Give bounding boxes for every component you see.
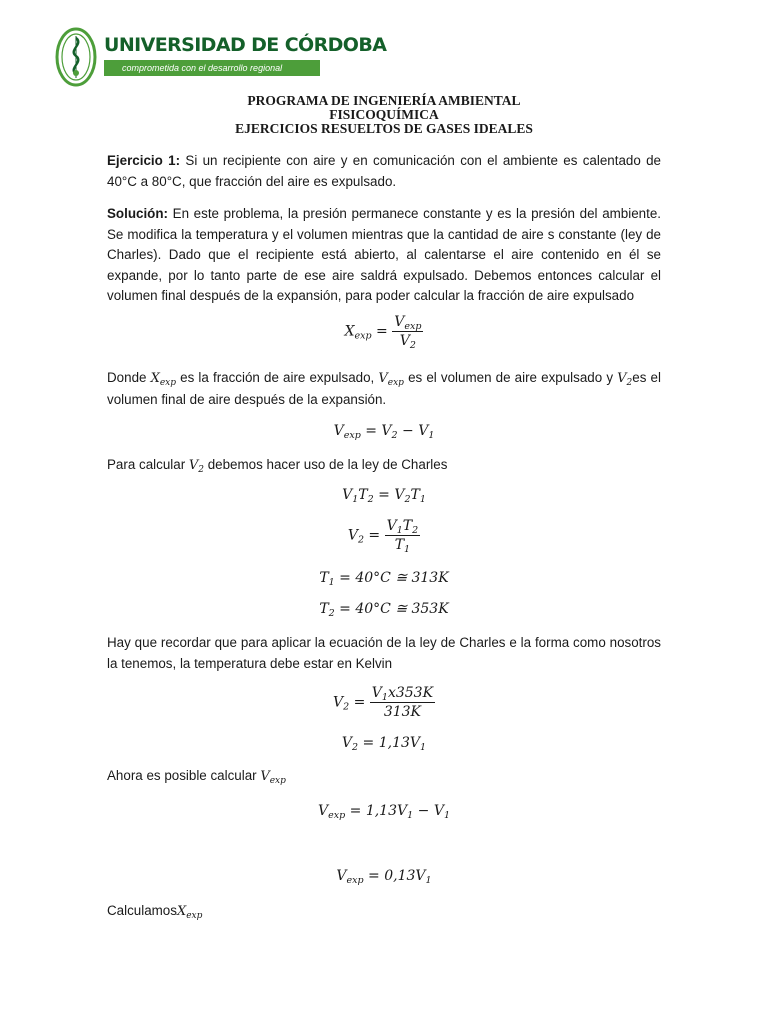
- calculamos-paragraph: CalculamosX$_{exp}$: [107, 903, 203, 921]
- university-tagline: comprometida con el desarrollo regional: [104, 60, 320, 76]
- equation-v2-formula: $V_2$ = $\frac{V_1T_2}{T_1}$: [347, 518, 419, 555]
- equation-vexp-calculation: $V_{exp} = 1,13V_1 - V_1$: [318, 803, 450, 821]
- exercise-statement: [107, 151, 661, 192]
- university-name: UNIVERSIDAD DE CÓRDOBA: [104, 34, 387, 56]
- solution-label: Solución:: [107, 206, 168, 221]
- exercise-text: Si un recipiente con aire y en comunicación con el ambiente es calentado de 40°C a 80°C, que fracción del aire es expulsado.: [107, 153, 662, 189]
- solution-text: En este problema, la presión permanece constante y es la presión del ambiente. Se modifica la temperatura y el volumen mientras que la cantidad de aire s constante (ley de Charles). Dado que el recipiente está abierto, al calentarse el aire contenido en él se expande, por lo tanto parte de ese aire saldrá expulsado. Debemos entonces calcular el volumen final después de la expansión, para poder calcular la fracción de aire expulsado: [107, 206, 661, 304]
- para-calcular-paragraph: Para calcular $V_2$ debemos hacer uso de la ley de Charles: [107, 457, 448, 475]
- equation-vexp-result: $V_{exp} = 0,13V_1$: [336, 868, 432, 886]
- equation-t2: $T_2 = 40^\circ C$ ≅ 353K: [319, 601, 449, 619]
- donde-paragraph: Donde $X_{exp}$ es la fracción de aire expulsado, $V_{exp}$ es el volumen de aire expulsado y $V_2es$ el volumen final de aire después de la expansión.: [107, 370, 661, 407]
- equation-v2-numeric: $V_2$ = $\frac{V_1x353K}{313K}$: [332, 685, 434, 720]
- equation-xexp-definition: $X_{exp}$ = $\frac{V_{exp}}{V_2}$: [344, 314, 422, 351]
- equation-t1: $T_1 = 40^\circ C$ ≅ 313K: [319, 570, 449, 588]
- document-title: EJERCICIOS RESUELTOS DE GASES IDEALES: [235, 121, 533, 136]
- university-emblem-icon: [54, 26, 100, 88]
- equation-v2-result: $V_2 = 1,13V_1$: [341, 735, 427, 753]
- equation-charles-law: $V_1T_2 = V_2T_1$: [342, 487, 426, 505]
- kelvin-reminder-paragraph: Hay que recordar que para aplicar la ecuación de la ley de Charles e la forma como nosotros la tenemos, la temperatura debe estar en Kelvin: [107, 635, 661, 671]
- exercise-label: Ejercicio 1:: [107, 153, 181, 168]
- university-logo: [54, 26, 387, 90]
- solution-paragraph: [107, 204, 661, 307]
- equation-vexp-difference: $V_{exp} = V_2 - V_1$: [333, 423, 435, 441]
- ahora-paragraph: Ahora es posible calcular $V_{exp}$: [107, 768, 286, 786]
- program-title: PROGRAMA DE INGENIERÍA AMBIENTAL: [247, 93, 521, 108]
- course-title: FISICOQUÍMICA: [329, 107, 439, 122]
